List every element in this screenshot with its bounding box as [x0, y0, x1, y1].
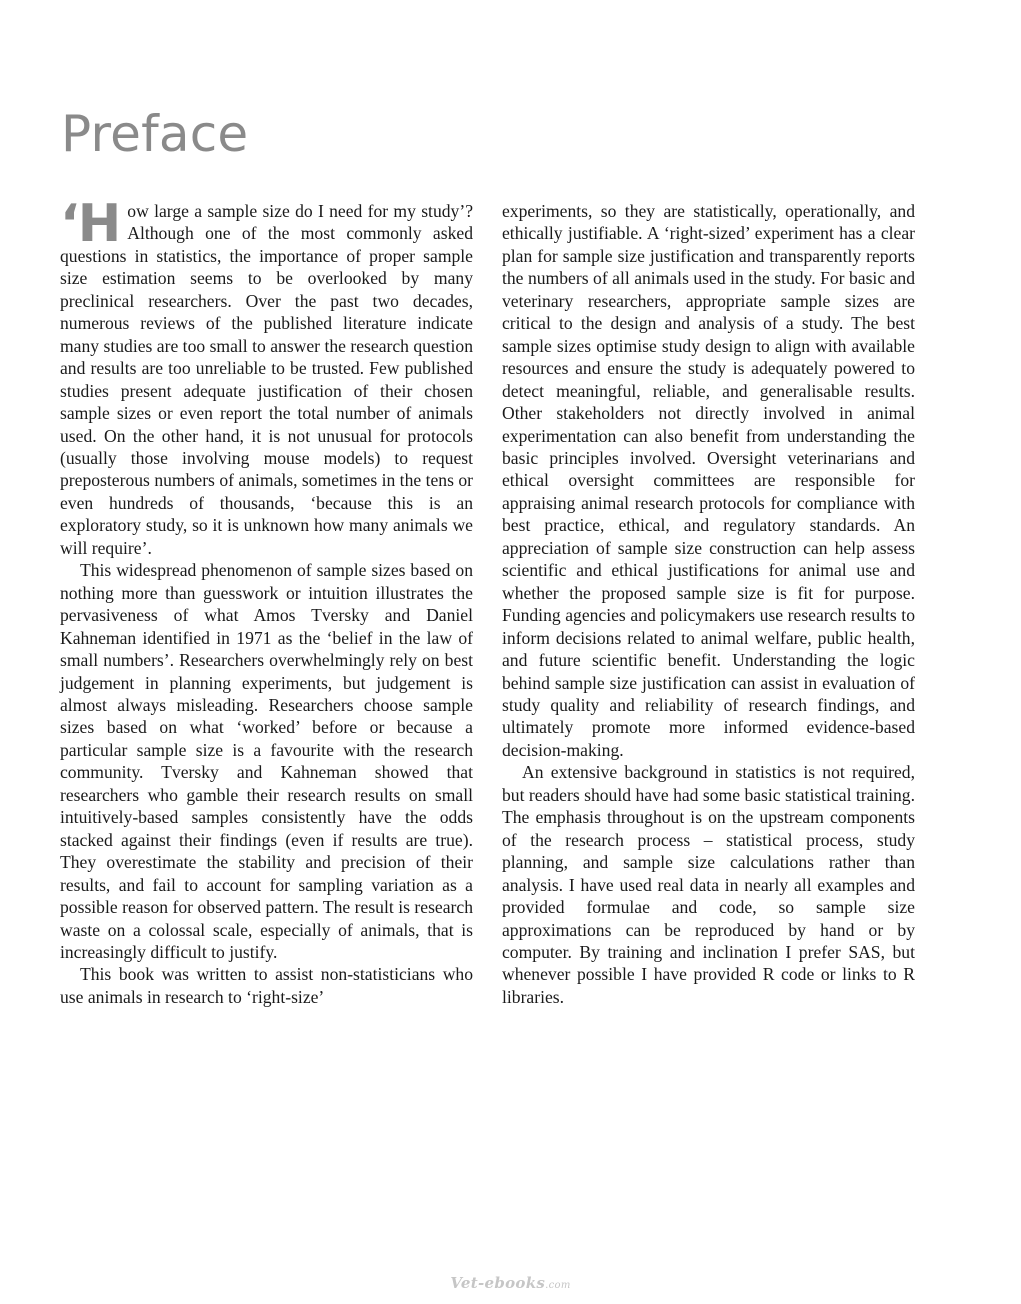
paragraph-3-continued: experiments, so they are statistically, operationally, and ethically justifiable. A ‘right-sized’ experiment has a clear plan for sample size justification and transparently reports the numbers of all animals used in the study. For basic and veterinary researchers, appropriate sample sizes are critical to the design and analysis of a study. The best sample sizes optimise study design to align with available resources and ensure the study is adequately powered to detect meaningful, reliable, and generalisable results. Other stakeholders not directly involved in animal experimentation can also benefit from understanding the basic principles involved. Oversight veterinarians and ethical oversight committees are responsible for appraising animal research protocols for compliance with best practice, ethical, and regulatory standards. An appreciation of sample size construction can help assess scientific and ethical justifications for animal use and whether the proposed sample size is fit for purpose. Funding agencies and policymakers use research results to inform decisions related to animal welfare, public health, and future scientific benefit. Understanding the logic behind sample size justification can assist in evaluation of study quality and reliability of research findings, and ultimately promote more informed evidence-based decision-making. — [502, 201, 915, 760]
drop-cap: ‘H — [60, 194, 120, 254]
paragraph-1-text: ow large a sample size do I need for my study’? Although one of the most commonly asked questions in statistics, the importance of proper sample size estimation seems to be overlooked by many preclinical researchers. Over the past two decades, numerous reviews of the published literature indicate many studies are too small to answer the research question and results are too unreliable to be trusted. Few published studies present adequate justification of their chosen sample sizes or even report the total number of animals used. On the other hand, it is not unusual for protocols (usually those involving mouse models) to request preposterous numbers of animals, sometimes in the tens or even hundreds of thousands, ‘because this is an exploratory study, so it is unknown how many animals we will require’. — [60, 201, 473, 558]
paragraph-2: This widespread phenomenon of sample sizes based on nothing more than guesswork or intuition illustrates the pervasiveness of what Amos Tversky and Daniel Kahneman identified in 1971 as the ‘belief in the law of small numbers’. Researchers overwhelmingly rely on best judgement in planning experiments, but judgement is almost always misleading. Researchers choose sample sizes based on what ‘worked’ before or because a particular sample size is a favourite with the research community. Tversky and Kahneman showed that researchers who gamble their research results on small intuitively-based samples consistently have the odds stacked against their findings (even if results are true). They overestimate the stability and precision of their results, and fail to account for sampling variation as a possible reason for observed pattern. The result is research waste on a colossal scale, especially of animals, that is increasingly difficult to justify. — [60, 560, 473, 962]
paragraph-1 — [60, 194, 473, 559]
right-column — [502, 200, 915, 1008]
paragraph-4: An extensive background in statistics is not required, but readers should have had some basic statistical training. The emphasis throughout is on the upstream components of the research process – statistical process, study planning, and sample size calculations rather than analysis. I have used real data in nearly all examples and provided formulae and code, so sample size approximations can be reproduced by hand or by computer. By training and inclination I prefer SAS, but whenever possible I have provided R code or links to R libraries. — [502, 762, 915, 1007]
watermark-main: Vet-ebooks — [450, 1274, 546, 1292]
watermark-logo — [0, 1274, 1021, 1292]
paragraph-3: This book was written to assist non-statisticians who use animals in research to ‘right-size’ — [60, 964, 473, 1007]
watermark-suffix: .com — [545, 1280, 571, 1291]
page-title: Preface — [61, 105, 249, 163]
left-column — [60, 194, 473, 1008]
